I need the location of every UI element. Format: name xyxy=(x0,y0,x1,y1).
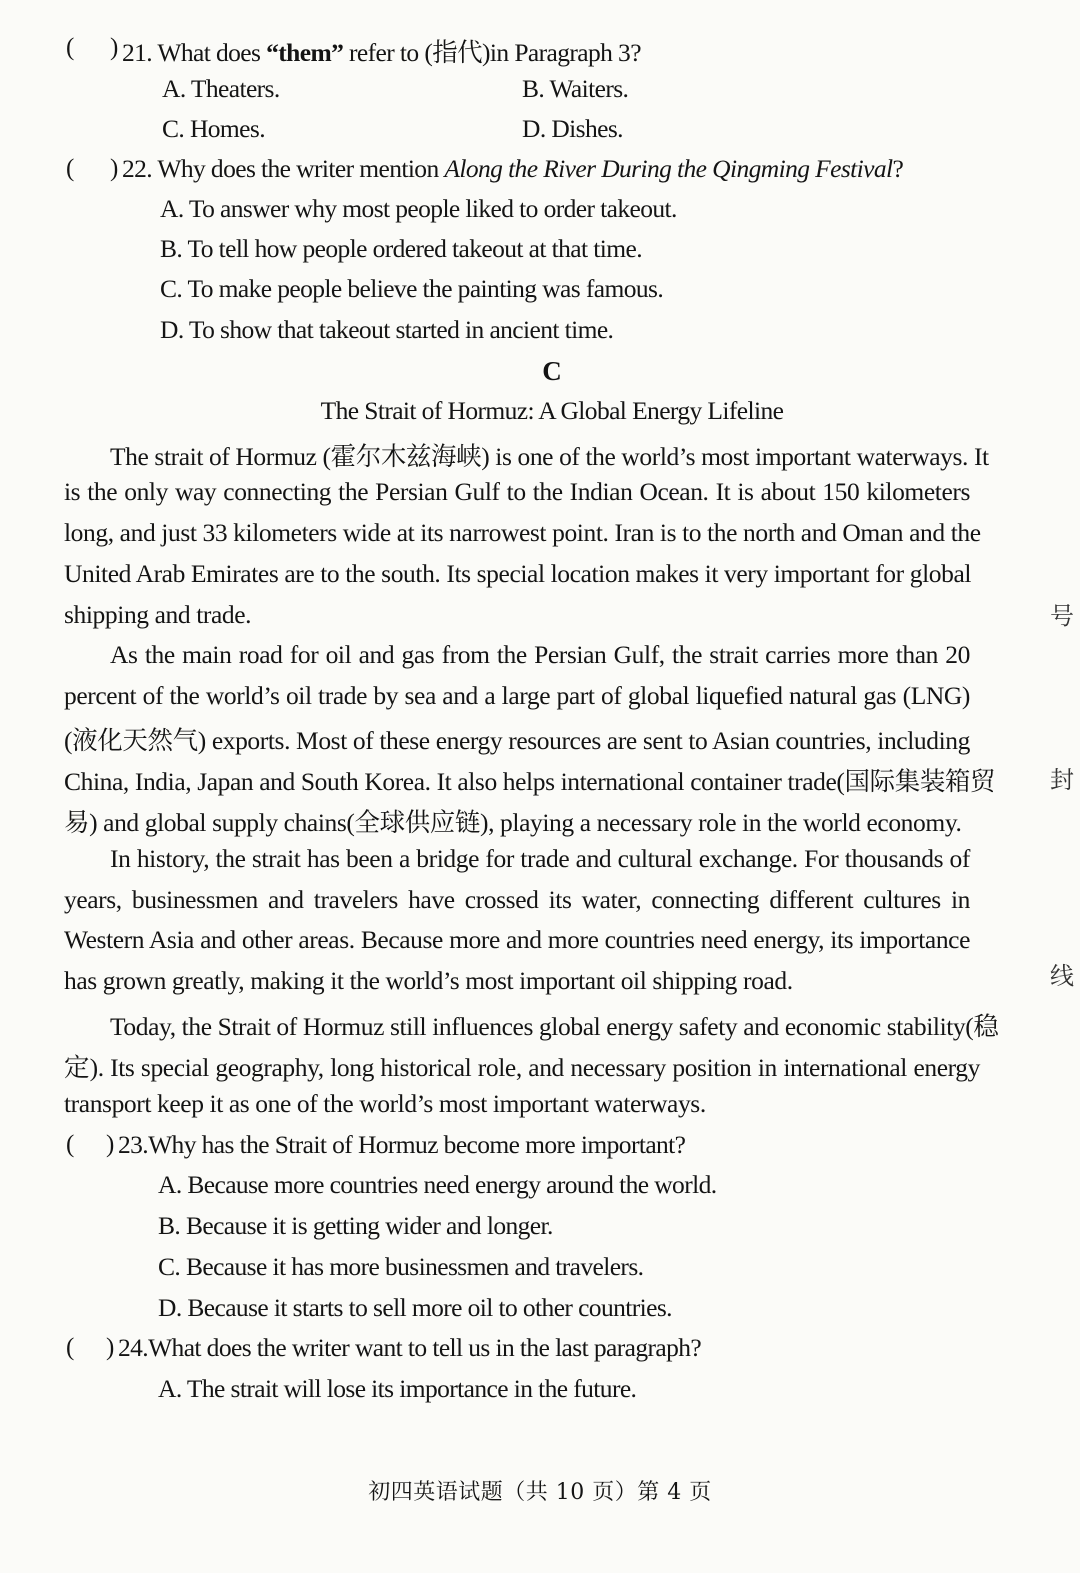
p4-line-2: 定). Its special geography, long historical role, and necessary position in international energy xyxy=(64,1053,980,1082)
q24-option-a: A. The strait will lose its importance in the future. xyxy=(158,1374,637,1403)
p4-line-1: Today, the Strait of Hormuz still influences global energy safety and economic stability(稳 xyxy=(110,1012,999,1041)
q21-stem-pre: 21. What does xyxy=(122,38,267,67)
q22-answer-paren-close: ) xyxy=(110,155,119,182)
p4-line-3: transport keep it as one of the world’s most important waterways. xyxy=(64,1089,706,1118)
p3-line-3: Western Asia and other areas. Because more and more countries need energy, its importance xyxy=(64,925,970,954)
p3-line-2: years, businessmen and travelers have crossed its water, connecting different cultures in xyxy=(64,885,970,914)
q24-stem: 24.What does the writer want to tell us in the last paragraph? xyxy=(118,1333,702,1362)
margin-mark-line: 线 xyxy=(1050,962,1074,990)
p2-line-1: As the main road for oil and gas from the Persian Gulf, the strait carries more than 20 xyxy=(110,640,970,669)
q21-option-b: B. Waiters. xyxy=(522,74,629,103)
p2-line-3: (液化天然气) exports. Most of these energy resources are sent to Asian countries, including xyxy=(64,726,970,755)
q21-answer-paren-close: ) xyxy=(110,34,119,61)
p2-line-2: percent of the world’s oil trade by sea and a large part of global liquefied natural gas (LNG) xyxy=(64,681,970,710)
q24-answer-paren-open: ( xyxy=(66,1334,75,1361)
q23-option-b: B. Because it is getting wider and longer. xyxy=(158,1211,553,1240)
q21-option-c: C. Homes. xyxy=(162,114,265,143)
q22-stem xyxy=(122,154,903,184)
p3-line-1: In history, the strait has been a bridge for trade and cultural exchange. For thousands of xyxy=(110,844,970,873)
p2-line-5: 易) and global supply chains(全球供应链), playing a necessary role in the world economy. xyxy=(64,808,962,837)
p2-line-4: China, India, Japan and South Korea. It also helps international container trade(国际集装箱贸 xyxy=(64,767,996,796)
q23-option-d: D. Because it starts to sell more oil to other countries. xyxy=(158,1293,672,1322)
p1-line-5: shipping and trade. xyxy=(64,600,252,629)
q23-answer-paren-open: ( xyxy=(66,1131,75,1158)
page-footer: 初四英语试题（共 10 页）第 4 页 xyxy=(368,1480,712,1505)
margin-mark-number: 号 xyxy=(1050,602,1074,630)
q21-stem-keyword: “them” xyxy=(266,38,344,67)
q21-stem-post: refer to (指代)in Paragraph 3? xyxy=(343,38,641,67)
q23-option-a: A. Because more countries need energy around the world. xyxy=(158,1170,717,1199)
q21-option-a: A. Theaters. xyxy=(162,74,280,103)
margin-mark-seal: 封 xyxy=(1050,766,1074,794)
q21-option-d: D. Dishes. xyxy=(522,114,623,143)
q21-stem xyxy=(122,33,641,69)
q22-stem-title: Along the River During the Qingming Festival xyxy=(444,154,893,183)
q24-answer-paren-close: ) xyxy=(106,1334,115,1361)
q22-option-d: D. To show that takeout started in ancient time. xyxy=(160,315,614,344)
q22-answer-paren-open: ( xyxy=(66,155,75,182)
q23-stem: 23.Why has the Strait of Hormuz become more important? xyxy=(118,1130,686,1159)
q22-option-a: A. To answer why most people liked to order takeout. xyxy=(160,194,677,223)
q22-stem-pre: 22. Why does the writer mention xyxy=(122,154,445,183)
q22-option-c: C. To make people believe the painting was famous. xyxy=(160,274,664,303)
p1-line-2: is the only way connecting the Persian Gulf to the Indian Ocean. It is about 150 kilometers xyxy=(64,477,970,506)
q22-stem-post: ? xyxy=(892,154,904,183)
q21-answer-paren-open: ( xyxy=(66,34,75,61)
p1-line-1: The strait of Hormuz (霍尔木兹海峡) is one of the world’s most important waterways. It xyxy=(110,442,989,471)
section-label: C xyxy=(542,356,562,386)
q22-option-b: B. To tell how people ordered takeout at that time. xyxy=(160,234,642,263)
p1-line-3: long, and just 33 kilometers wide at its narrowest point. Iran is to the north and Oman and the xyxy=(64,518,981,547)
passage-title: The Strait of Hormuz: A Global Energy Lifeline xyxy=(320,396,784,425)
p3-line-4: has grown greatly, making it the world’s most important oil shipping road. xyxy=(64,966,793,995)
q23-option-c: C. Because it has more businessmen and travelers. xyxy=(158,1252,644,1281)
q23-answer-paren-close: ) xyxy=(106,1131,115,1158)
p1-line-4: United Arab Emirates are to the south. Its special location makes it very important for global xyxy=(64,559,972,588)
